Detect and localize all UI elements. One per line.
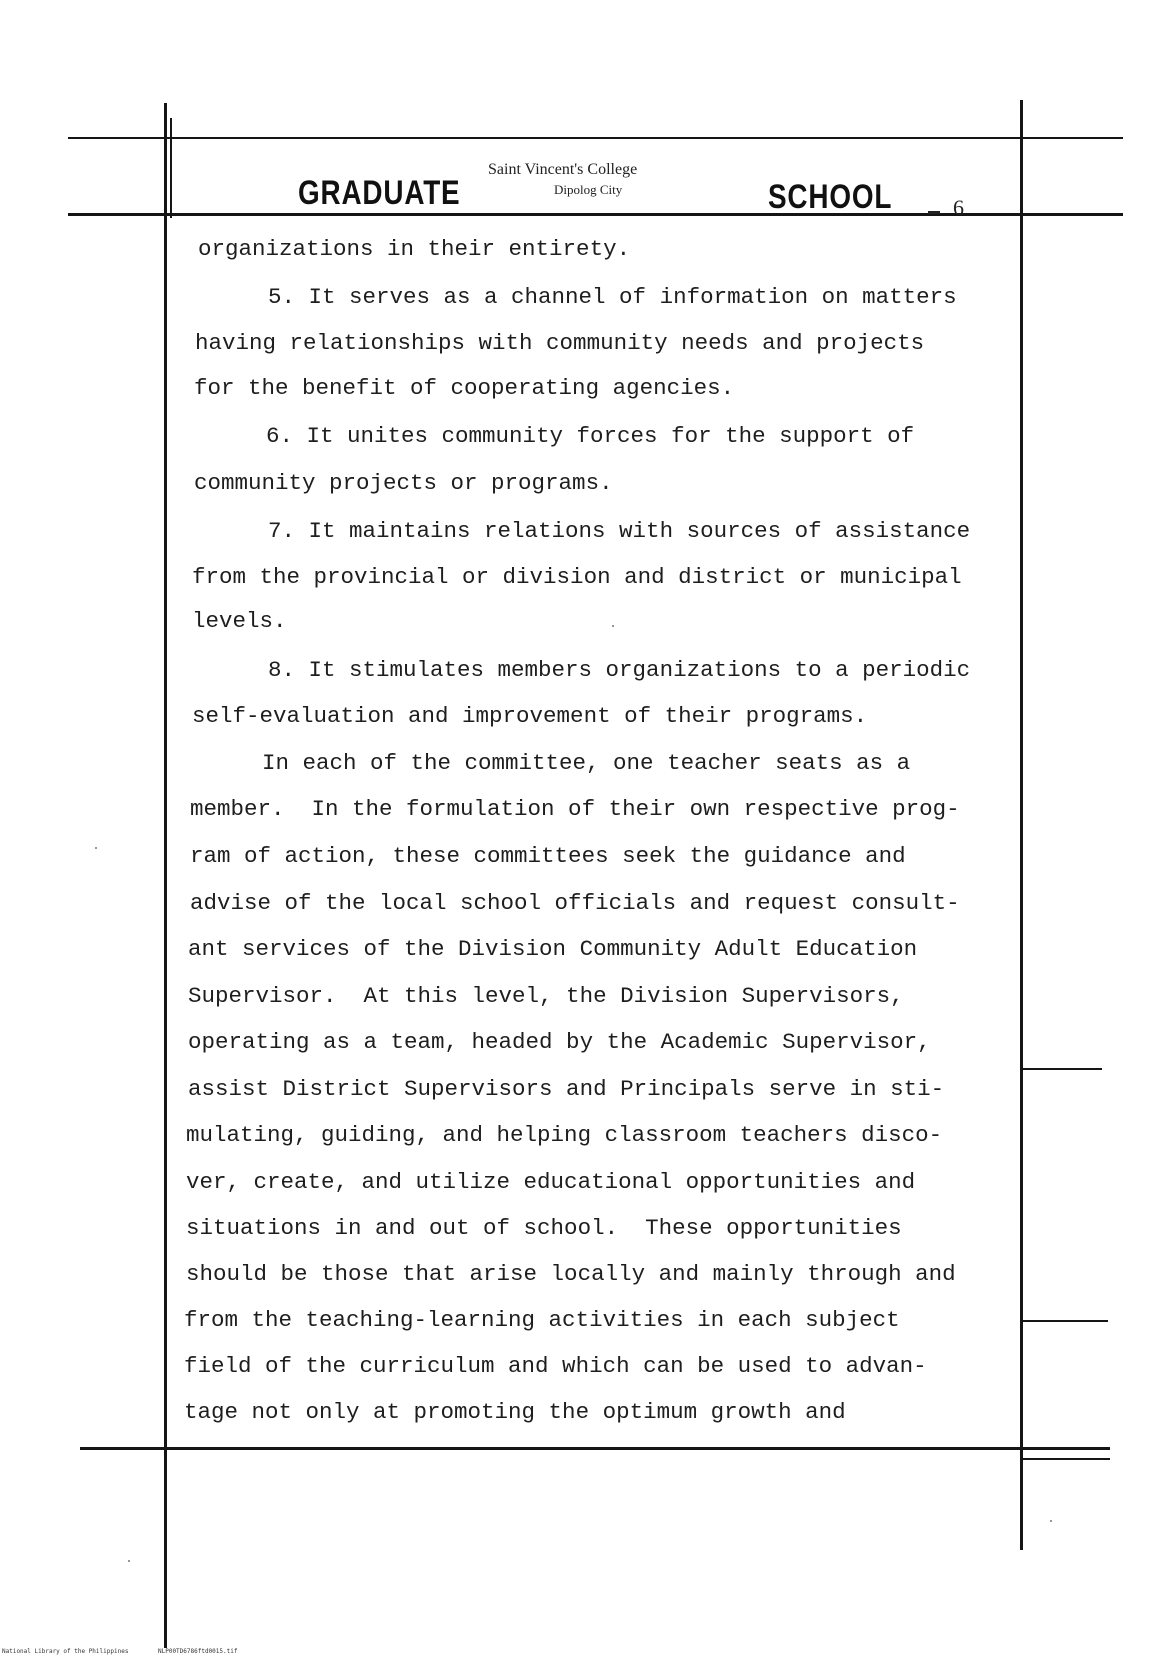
text-line: community projects or programs. [194,470,613,496]
text-line: tage not only at promoting the optimum growth and [184,1399,846,1425]
text-line: organizations in their entirety. [198,236,631,262]
text-line: 5. It serves as a channel of information on matters [268,284,957,310]
header-school-word: SCHOOL [768,178,893,216]
scan-speck [1050,1520,1052,1522]
text-line: Supervisor. At this level, the Division Supervisors, [188,983,904,1009]
text-line: from the teaching-learning activities in each subject [184,1307,900,1333]
text-line: assist District Supervisors and Principals serve in sti- [188,1076,945,1102]
text-line: 7. It maintains relations with sources of assistance [268,518,971,544]
college-name: Saint Vincent's College [488,161,638,178]
text-line: having relationships with community needs and projects [195,330,925,356]
header-graduate-word: GRADUATE [298,174,461,212]
text-line: should be those that arise locally and mainly through and [186,1261,956,1287]
text-line: for the benefit of cooperating agencies. [194,375,735,401]
scan-speck [612,625,614,627]
text-line: member. In the formulation of their own respective prog- [190,796,960,822]
text-line: In each of the committee, one teacher seats as a [262,750,911,776]
college-city: Dipolog City [554,182,623,197]
text-line: situations in and out of school. These opportunities [186,1215,902,1241]
text-line: operating as a team, headed by the Academic Supervisor, [188,1029,931,1055]
footer-library-text: National Library of the Philippines [2,1648,129,1655]
text-line: field of the curriculum and which can be used to advan- [184,1353,927,1379]
text-line: ant services of the Division Community Adult Education [188,936,918,962]
text-line: self-evaluation and improvement of their programs. [192,703,868,729]
scan-speck [128,1560,130,1562]
text-line: advise of the local school officials and request consult- [190,890,960,916]
text-line: 6. It unites community forces for the support of [266,423,915,449]
text-line: mulating, guiding, and helping classroom teachers disco- [186,1122,943,1148]
text-line: ram of action, these committees seek the guidance and [190,843,906,869]
text-line: from the provincial or division and district or municipal [192,564,962,590]
footer-file-text: NLP00TD6786ftd0015.tif [158,1648,238,1655]
scan-speck [95,847,97,849]
text-line: 8. It stimulates members organizations to a periodic [268,657,971,683]
text-line: levels. [192,608,287,634]
page-number: 6 [953,195,964,220]
text-line: ver, create, and utilize educational opportunities and [186,1169,916,1195]
